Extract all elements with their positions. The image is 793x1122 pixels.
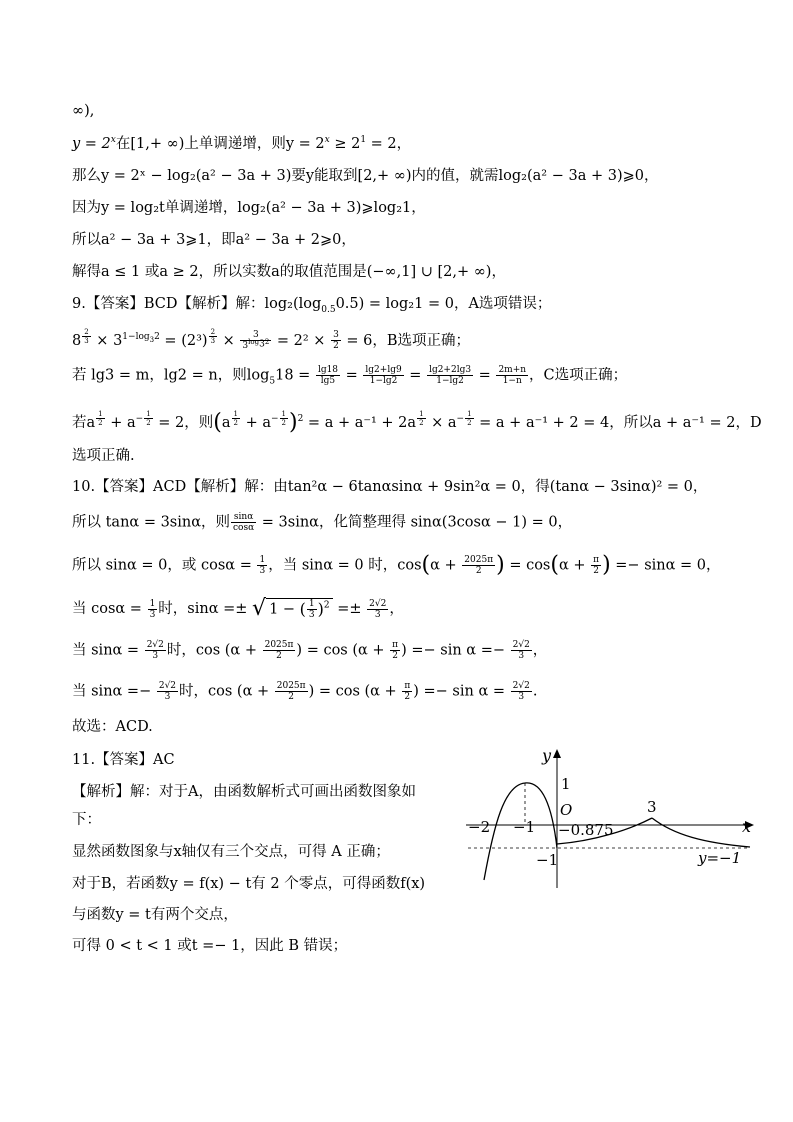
text: 当 cosα =	[72, 601, 147, 617]
y-axis-arrow-icon	[553, 749, 561, 758]
fraction: $\frac{2√2}{3}$	[369, 598, 387, 620]
text: ) = cos (α +	[308, 683, 402, 700]
text: = 2，则	[153, 414, 214, 431]
text: 若a	[72, 414, 96, 431]
tick-label: 3	[647, 798, 657, 816]
text: ≥ 2	[329, 136, 361, 152]
answer-10-heading: 10.【答案】ACD【解析】解：由tan²α − 6tanαsinα + 9sin²α = 0，得(tanα − 3sinα)² = 0，	[72, 479, 708, 495]
asymptote-label: y=−1	[698, 849, 742, 867]
text: × a	[426, 414, 457, 431]
text: ，C选项正确；	[529, 367, 628, 384]
y-axis-label: y	[542, 746, 552, 765]
exponent: x	[110, 135, 116, 146]
text-line: 与函数y = t有两个交点，	[72, 907, 238, 923]
text: 时，sinα =±	[158, 601, 253, 617]
text: × 3	[91, 332, 123, 349]
tick-label: −1	[536, 851, 559, 869]
text: = a + a⁻¹ + 2a	[303, 414, 417, 431]
answer-11-heading: 11.【答案】AC	[72, 752, 175, 768]
fraction: $\frac{\pi}{2}$	[593, 555, 600, 576]
fraction: $\frac{\lg 2+2\lg 3}{1-\lg 2}$	[429, 365, 472, 386]
frac-den: 3	[84, 337, 89, 345]
tick-label: −2	[468, 818, 491, 836]
text-line	[72, 134, 411, 154]
text-line: 下：	[72, 812, 101, 828]
fraction: $\frac{2025\pi}{2}$	[464, 555, 494, 576]
fraction: $\frac{3}{3^{log_32}}$	[242, 330, 270, 352]
exponent: 1−log32	[122, 332, 160, 344]
text-line: 所以 sinα = 0，或 cosα = $\frac{1}{3}$ ，当 sinα = 0 时，cos(α + $\frac{2025\pi}{2}$ ) = cos(α + $\frac{\pi}{2}$ ) =− sinα = 0，	[72, 552, 721, 578]
text: 9.【答案】BCD【解析】解：log₂(log	[72, 296, 322, 312]
text-line: 当 sinα =− $\frac{2√2}{3}$ 时，cos (α + $\frac{2025\pi}{2}$ ) = cos (α + $\frac{\pi}{2}$ ) =− sin α = $\frac{2√2}{3}$ .	[72, 681, 538, 702]
fraction: $\frac{1}{3}$	[259, 555, 266, 576]
exponent: 1	[360, 135, 367, 146]
text: ，	[532, 642, 548, 659]
text: = a + a⁻¹ + 2 = 4，所以a + a⁻¹ = 2，D	[474, 414, 762, 431]
text: = (2³)	[159, 332, 208, 349]
exponent	[81, 328, 91, 345]
text: 在[1,+ ∞)上单调递增，则y = 2	[115, 136, 325, 152]
text: ) =− sin α =	[413, 683, 510, 700]
fraction: $\frac{\lg 18}{\lg 5}$	[317, 365, 339, 386]
tick-label: −1	[513, 818, 536, 836]
text-line: 可得 0 < t < 1 或t =− 1，因此 B 错误；	[72, 938, 348, 954]
text: 所以 sinα = 0，或 cosα =	[72, 557, 257, 574]
text-line	[72, 512, 572, 533]
subscript: 5	[269, 376, 276, 387]
text: 若 lg3 = m，lg2 = n，则log	[72, 367, 270, 384]
exponent: 2 3	[210, 328, 216, 345]
text: 当 sinα =−	[72, 683, 156, 700]
math: y = 2	[72, 136, 111, 152]
text-line: 故选：ACD.	[72, 719, 153, 735]
fraction: $\frac{1}{3}$	[149, 598, 156, 620]
text: 时，cos (α +	[166, 642, 262, 659]
origin-label: O	[560, 801, 573, 819]
exponent: x	[324, 135, 330, 146]
text: ×	[218, 332, 240, 349]
curve-right	[652, 818, 750, 847]
fraction: $\frac{\sin\alpha}{\cos\alpha}$	[233, 512, 255, 533]
text-line: 解得a ≤ 1 或a ≥ 2，所以实数a的取值范围是(−∞,1] ∪ [2,+ ∞)，	[72, 264, 506, 280]
function-graph	[464, 745, 756, 890]
subscript: 0.5	[321, 304, 336, 315]
text: 0.5) = log₂1 = 0，A选项错误；	[335, 296, 552, 312]
text-line: 所以a² − 3a + 3⩾1，即a² − 3a + 2⩾0，	[72, 232, 356, 248]
text: =− sinα = 0，	[610, 557, 721, 574]
answer-9-heading	[72, 294, 551, 314]
text: 8	[72, 332, 82, 349]
text: ，当 sinα = 0 时，cos	[268, 557, 422, 574]
x-axis-label: x	[742, 817, 752, 836]
text: .	[532, 683, 538, 700]
text-line: 因为y = log₂t单调递增，log₂(a² − 3a + 3)⩾log₂1，	[72, 200, 426, 216]
text: 当 sinα =	[72, 642, 144, 659]
fraction: $\frac{3}{2}$	[333, 330, 339, 352]
text: =±	[332, 601, 367, 617]
radical: 1 − ( $\frac{1}{3}$ )$^2$	[266, 598, 333, 620]
text-line: 若a $^{\frac{1}{2}}$ + $a^{- \frac{1}{2}}$ = 2，则(a $^{\frac{1}{2}}$ + $a^{- \frac{1}{2}}$ )$^2$ = a + a⁻¹ + 2a $^{\frac{1}{2}}$ × $a^{- \frac{1}{2}}$ = a + a⁻¹ + 2 = 4，所以a + a⁻¹ = 2，D	[72, 409, 762, 435]
frac-num: 2	[84, 328, 89, 336]
text: = 6，B选项正确；	[341, 332, 471, 349]
text: = 2² ×	[272, 332, 331, 349]
text: 所以 tanα = 3sinα，则	[72, 514, 231, 531]
text: 时，cos (α +	[179, 683, 274, 700]
fraction: $\frac{2m+n}{1-n}$	[498, 365, 527, 386]
text-line: 若 lg3 = m，lg2 = n，则$\log_518$ = $\frac{\lg 18}{\lg 5}$ = $\frac{\lg 2+\lg 9}{1-\lg 2}$ = $\frac{\lg 2+2\lg 3}{1-\lg 2}$ = $\frac{2m+n}{1-n}$ ，C选项正确；	[72, 365, 628, 387]
text: = cos	[504, 557, 551, 574]
text: + a	[105, 414, 136, 431]
tick-label: −0.875	[558, 821, 614, 839]
text-line: ∞),	[72, 103, 95, 119]
text-line: 当 cosα = $\frac{1}{3}$ 时，sinα =± √ 1 − ( $\frac{1}{3}$ )$^2$ =± $\frac{2√2}{3}$ ，	[72, 596, 404, 621]
text-line: 当 sinα = $\frac{2√2}{3}$ 时，cos (α + $\frac{2025\pi}{2}$ ) = cos (α + $\frac{\pi}{2}$ ) =− sin α =− $\frac{2√2}{3}$ ，	[72, 640, 548, 661]
text: ，	[389, 601, 404, 617]
text-line: 显然函数图象与x轴仅有三个交点，可得 A 正确；	[72, 844, 390, 860]
text: = 3sinα，化简整理得 sinα(3cosα − 1) = 0，	[257, 514, 573, 531]
text-line: 那么y = 2ˣ − log₂(a² − 3a + 3)要y能取到[2,+ ∞)内的值，就需log₂(a² − 3a + 3)⩾0，	[72, 168, 659, 184]
text: = 2，	[366, 136, 412, 152]
text-line: 对于B，若函数y = f(x) − t有 2 个零点，可得函数f(x)	[72, 876, 426, 892]
fraction: $\frac{\lg 2+\lg 9}{1-\lg 2}$	[365, 365, 402, 386]
text: ) =− sin α =−	[401, 642, 510, 659]
text-line: 【解析】解：对于A，由函数解析式可画出函数图象如	[72, 784, 416, 800]
text: ) = cos (α +	[296, 642, 390, 659]
tick-label: 1	[561, 775, 571, 793]
text-line	[72, 328, 470, 351]
text: 18 =	[275, 367, 315, 384]
text-line: 选项正确.	[72, 448, 135, 464]
